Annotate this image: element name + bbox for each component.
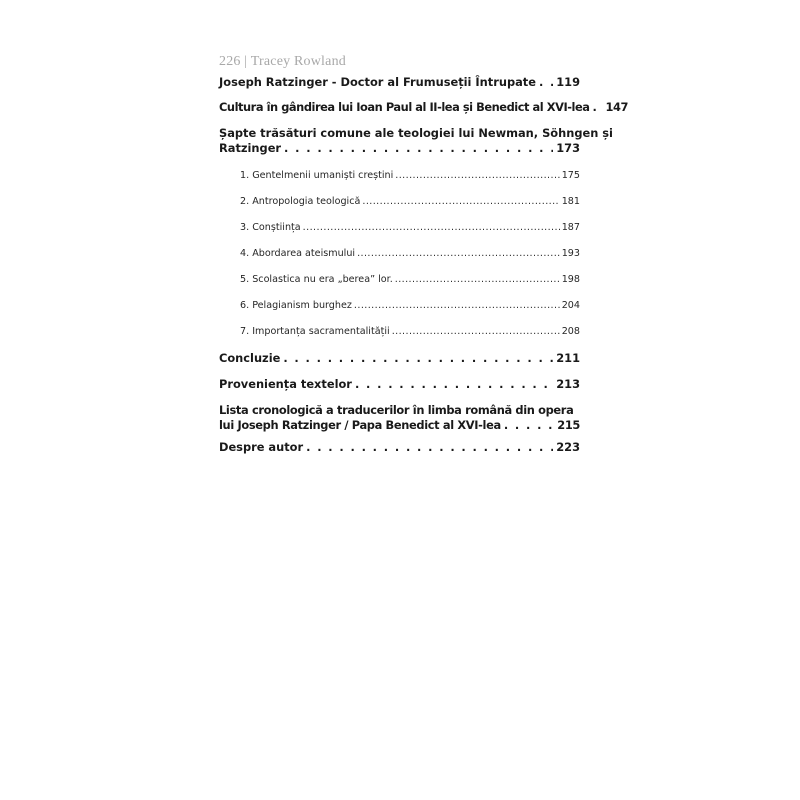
toc-subentry-page: 198 [561, 274, 580, 285]
toc-subentry [219, 220, 580, 235]
dot-leader [395, 272, 560, 287]
running-head: 226 | Tracey Rowland [219, 54, 346, 69]
toc-entry-title: Proveniența textelor [219, 377, 352, 391]
toc-entry [219, 75, 580, 90]
dot-leader [303, 220, 560, 235]
toc-entry-page: 173 [556, 141, 580, 155]
toc-entry-title: Cultura în gândirea lui Ioan Paul al II-lea și Benedict al XVI-lea [219, 100, 590, 114]
dot-leader [283, 351, 553, 366]
toc-subentry-title: 6. Pelagianism burghez [240, 300, 352, 311]
toc-entry-title-line1: Lista cronologică a traducerilor în limba română din opera [219, 403, 574, 417]
toc-entry [219, 351, 580, 366]
toc-subentry-page: 193 [561, 248, 580, 259]
dot-leader [306, 440, 553, 455]
toc-entry [219, 440, 580, 455]
toc-subentry [219, 246, 580, 261]
toc-entry-line2 [219, 418, 580, 433]
book-page [219, 54, 628, 455]
toc-subentry-page: 187 [561, 222, 580, 233]
toc-subentry-title: 4. Abordarea ateismului [240, 248, 356, 259]
toc-subentry-page: 175 [561, 170, 580, 181]
dot-leader [395, 168, 559, 183]
dot-leader [355, 377, 553, 392]
toc-subentry [219, 298, 580, 313]
toc-subentry-title: 7. Importanța sacramentalității [240, 326, 390, 337]
toc-subentry-title: 1. Gentelmenii umaniști creștini [240, 170, 394, 181]
toc-entry-title: Despre autor [219, 440, 304, 454]
toc-subentry-page: 181 [561, 196, 580, 207]
toc-subentry-title: 5. Scolastica nu era „berea” lor. [240, 274, 393, 285]
toc-subentry [219, 194, 580, 209]
toc-entry-page: 213 [556, 377, 580, 391]
toc-entry-page: 211 [556, 351, 580, 365]
toc-entry-title: Concluzie [219, 351, 281, 365]
toc-entry-title-line2: lui Joseph Ratzinger / Papa Benedict al XVI-lea [219, 418, 501, 432]
toc-entry-page: 147 [605, 100, 628, 114]
dot-leader [504, 418, 554, 433]
dot-leader [362, 194, 559, 209]
toc-entry-page: 119 [556, 75, 580, 89]
dot-leader [357, 246, 560, 261]
dot-leader [593, 100, 603, 115]
toc-entry [219, 100, 628, 115]
dot-leader [392, 324, 560, 339]
toc-subentry-title: 3. Conștiința [240, 222, 301, 233]
toc-entry-page: 223 [556, 440, 580, 454]
toc-entry-title-line1: Șapte trăsături comune ale teologiei lui Newman, Söhngen și [219, 126, 613, 140]
dot-leader [284, 141, 553, 156]
dot-leader [354, 298, 560, 313]
toc-subentry-title: 2. Antropologia teologică [240, 196, 361, 207]
toc-subentry [219, 324, 580, 339]
toc-entry-title: Joseph Ratzinger - Doctor al Frumuseții Întrupate [219, 75, 536, 89]
toc-entry-line2 [219, 141, 580, 156]
toc-entry [219, 377, 580, 392]
toc-entry-multiline [219, 126, 613, 156]
dot-leader [539, 75, 553, 90]
toc-subentry-page: 208 [561, 326, 580, 337]
toc-subentry-page: 204 [561, 300, 580, 311]
toc-subentry [219, 168, 580, 183]
toc-entry-page: 215 [557, 418, 580, 432]
toc-entry-title-line2: Ratzinger [219, 141, 282, 155]
toc-subentry [219, 272, 580, 287]
toc-entry-multiline [219, 403, 580, 433]
